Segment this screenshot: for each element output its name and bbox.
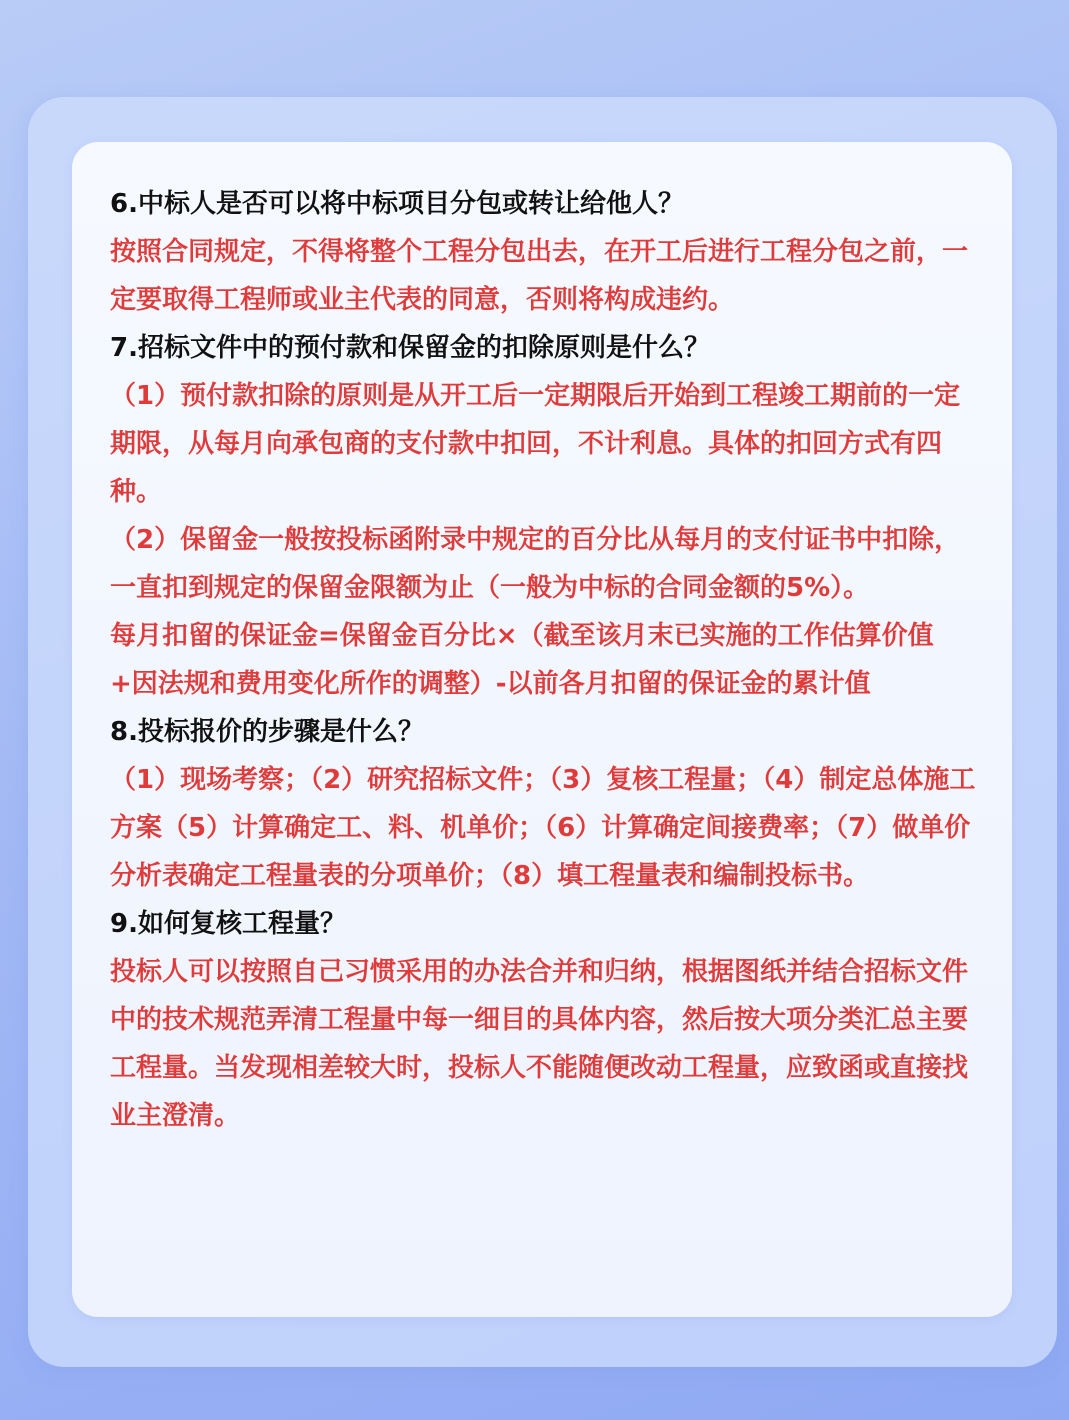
question-6-title: 6.中标人是否可以将中标项目分包或转让给他人？ [110,189,684,219]
answer-7-paragraph-1: （1）预付款扣除的原则是从开工后一定期限后开始到工程竣工期前的一定期限，从每月向承包商的支付款中扣回，不计利息。具体的扣回方式有四种。 [110,381,961,507]
answer-7-paragraph-2: （2）保留金一般按投标函附录中规定的百分比从每月的支付证书中扣除，一直扣到规定的保留金限额为止（一般为中标的合同金额的5%）。 [110,525,961,603]
answer-7-paragraph-3: 每月扣留的保证金=保留金百分比×（截至该月末已实施的工作估算价值+因法规和费用变化所作的调整）-以前各月扣留的保证金的累计值 [110,621,934,699]
answer-9-paragraph-1: 投标人可以按照自己习惯采用的办法合并和归纳，根据图纸并结合招标文件中的技术规范弄清工程量中每一细目的具体内容，然后按大项分类汇总主要工程量。当发现相差较大时，投标人不能随便改动工程量，应致函或直接找业主澄清。 [110,957,969,1131]
question-9-title: 9.如何复核工程量？ [110,909,346,939]
answer-6-paragraph-1: 按照合同规定，不得将整个工程分包出去，在开工后进行工程分包之前，一定要取得工程师或业主代表的同意，否则将构成违约。 [110,237,969,315]
qa-content [110,180,980,1140]
answer-8-paragraph-1: （1）现场考察；（2）研究招标文件；（3）复核工程量；（4）制定总体施工方案（5）计算确定工、料、机单价；（6）计算确定间接费率；（7）做单价分析表确定工程量表的分项单价；（8）填工程量表和编制投标书。 [110,765,976,891]
question-7-title: 7.招标文件中的预付款和保留金的扣除原则是什么？ [110,333,710,363]
question-8-title: 8.投标报价的步骤是什么？ [110,717,424,747]
